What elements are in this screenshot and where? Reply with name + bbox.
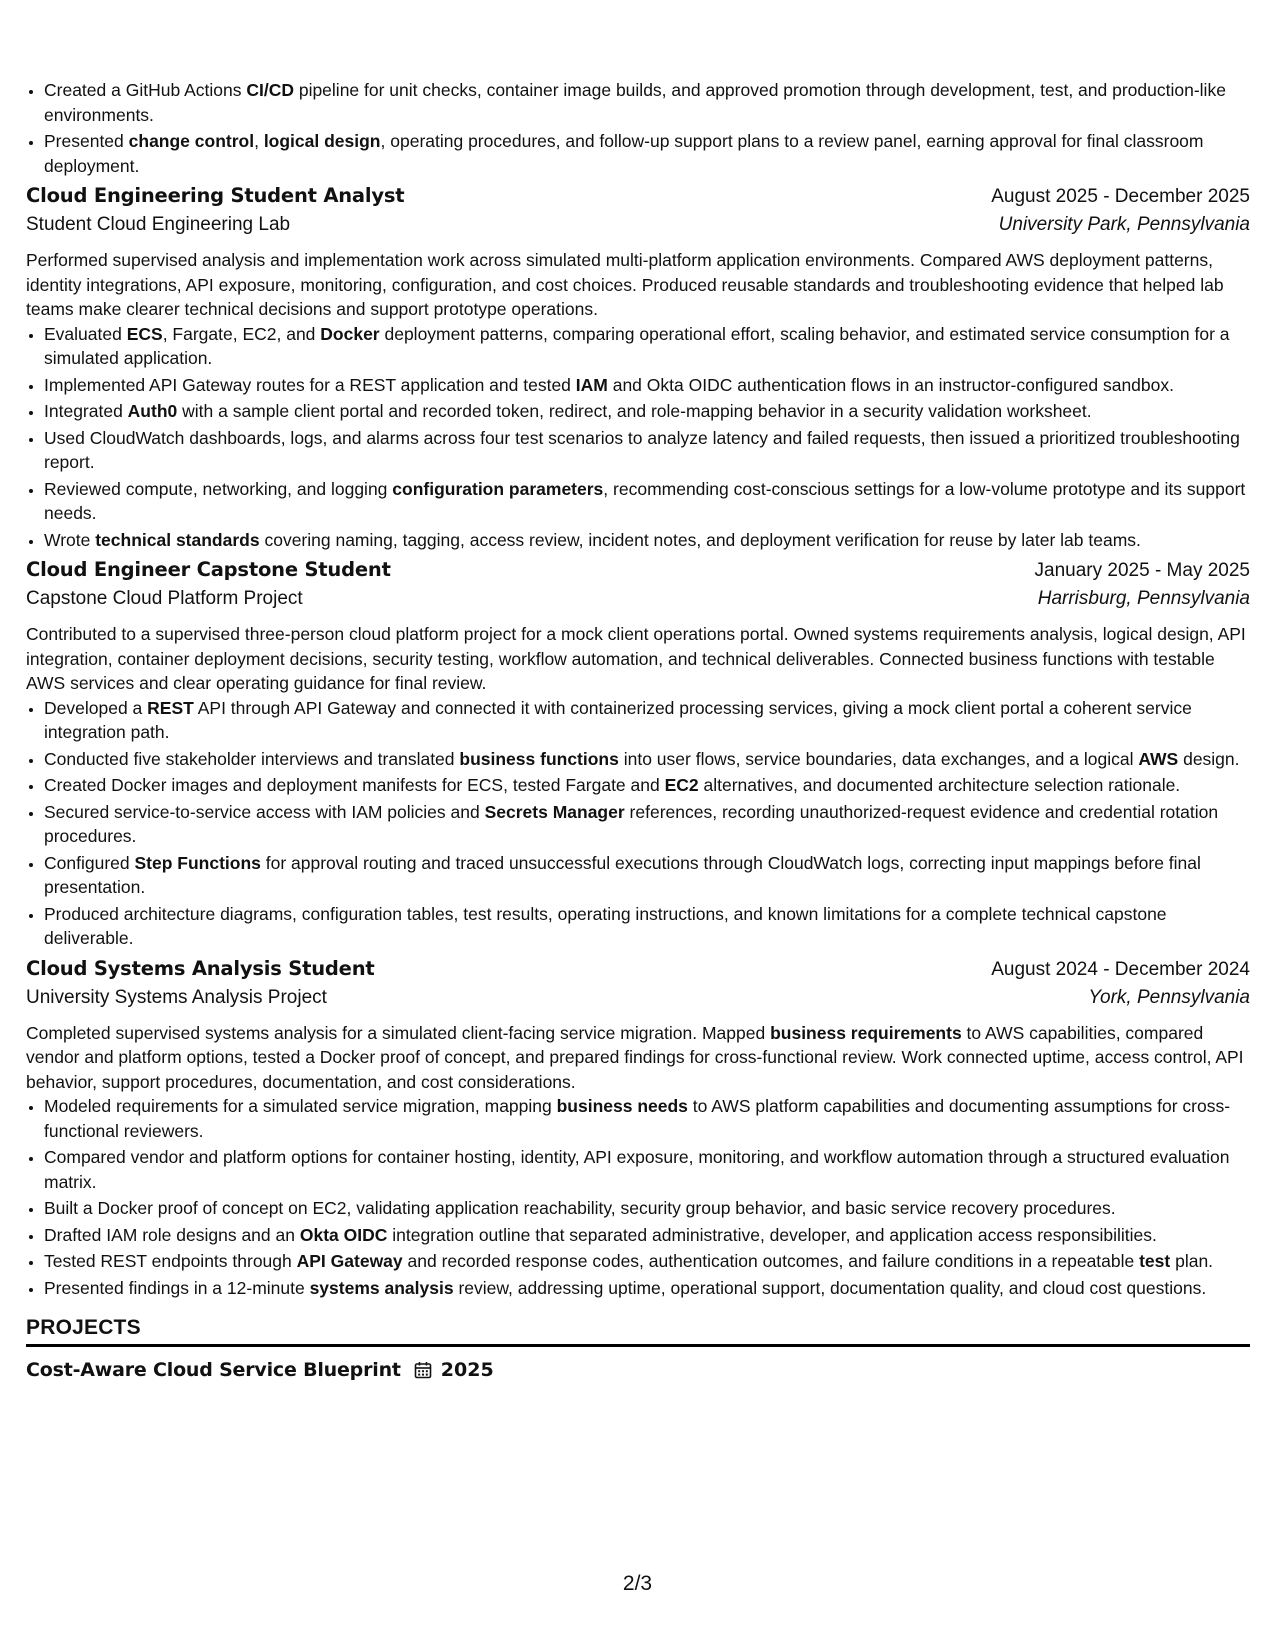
text-segment: Reviewed compute, networking, and logging bbox=[44, 478, 393, 499]
bullet-item bbox=[44, 851, 1250, 900]
text-segment: into user flows, service boundaries, data exchanges, and a logical bbox=[618, 748, 1139, 769]
experience-header bbox=[26, 558, 1250, 588]
text-segment: Evaluated bbox=[44, 323, 127, 344]
experience-entry bbox=[26, 184, 1250, 552]
experience-subheader bbox=[26, 987, 1250, 1017]
organization: University Systems Analysis Project bbox=[26, 986, 327, 1008]
experience-entry bbox=[26, 957, 1250, 1301]
bullet-item bbox=[44, 426, 1250, 475]
text-segment: Used CloudWatch dashboards, logs, and alarms across four test scenarios to analyze latency and failed requests, then issued a prioritized troubleshooting report. bbox=[44, 427, 1240, 472]
text-segment: to AWS platform capabilities and documenting assumptions for cross-functional reviewers. bbox=[44, 1096, 1231, 1141]
text-segment: , operating procedures, and follow-up support plans to a review panel, earning approval for final classroom deployment. bbox=[44, 131, 1204, 176]
bullet-item bbox=[44, 477, 1250, 526]
text-segment: Wrote bbox=[44, 529, 96, 550]
bold-term: business needs bbox=[556, 1096, 688, 1116]
text-segment: Developed a bbox=[44, 697, 148, 718]
text-segment: review, addressing uptime, operational support, documentation quality, and cloud cost questions. bbox=[453, 1277, 1207, 1298]
bullet-item bbox=[44, 1094, 1250, 1143]
text-segment: Presented findings in a 12-minute bbox=[44, 1277, 310, 1298]
bullet-item bbox=[44, 373, 1250, 398]
bold-term: REST bbox=[147, 697, 194, 718]
bullet-item bbox=[44, 1223, 1250, 1248]
text-segment: , bbox=[254, 131, 264, 151]
bullet-item bbox=[44, 1196, 1250, 1221]
text-segment: Configured bbox=[44, 852, 135, 873]
text-segment: , Fargate, EC2, and bbox=[162, 323, 321, 344]
text-segment: Created a GitHub Actions bbox=[44, 80, 247, 100]
text-segment: , recommending cost-conscious settings for a low-volume prototype and its support needs. bbox=[44, 478, 1246, 523]
job-dates: August 2025 - December 2025 bbox=[991, 186, 1250, 207]
projects-section-heading: PROJECTS bbox=[26, 1316, 1250, 1347]
bullet-item bbox=[44, 902, 1250, 951]
location: University Park, Pennsylvania bbox=[998, 214, 1250, 235]
organization: Student Cloud Engineering Lab bbox=[26, 214, 291, 235]
bold-term: IAM bbox=[575, 374, 608, 395]
experience-bullet-list bbox=[26, 1094, 1250, 1300]
text-segment: Secured service-to-service access with IAM policies and bbox=[44, 801, 485, 822]
bold-term: EC2 bbox=[664, 775, 699, 795]
bold-term: configuration parameters bbox=[392, 478, 604, 499]
bold-term: technical standards bbox=[95, 529, 260, 550]
bold-term: Okta OIDC bbox=[299, 1224, 388, 1245]
bold-term: Secrets Manager bbox=[484, 801, 625, 822]
intro-bullet-list bbox=[26, 78, 1250, 178]
job-dates: January 2025 - May 2025 bbox=[1034, 560, 1250, 581]
text-segment: alternatives, and documented architecture selection rationale. bbox=[698, 775, 1181, 795]
job-title: Cloud Systems Analysis Student bbox=[26, 956, 375, 980]
resume-page bbox=[26, 78, 1250, 1385]
bullet-item bbox=[44, 322, 1250, 371]
location: Harrisburg, Pennsylvania bbox=[1037, 588, 1250, 609]
organization: Capstone Cloud Platform Project bbox=[26, 588, 303, 609]
text-segment: Presented bbox=[44, 131, 129, 151]
text-segment: pipeline for unit checks, container image builds, and approved promotion through development, test, and production-like environments. bbox=[44, 80, 1226, 125]
experience-entry bbox=[26, 558, 1250, 951]
text-segment: Conducted five stakeholder interviews and translated bbox=[44, 748, 460, 769]
bullet-item bbox=[44, 399, 1250, 424]
text-segment: covering naming, tagging, access review, incident notes, and deployment verification for reuse by later lab teams. bbox=[259, 529, 1141, 550]
text-segment: Performed supervised analysis and implementation work across simulated multi-platform application environments. Compared AWS deployment patterns, identity integrations, API exposure, monitoring, configuration, and cost choices. Produced reusable standards and troubleshooting evidence that helped lab teams make clearer technical decisions and support prototype operations. bbox=[26, 250, 1224, 319]
bullet-item bbox=[44, 1145, 1250, 1194]
project-title: Cost-Aware Cloud Service Blueprint bbox=[26, 1359, 401, 1381]
experience-bullet-list bbox=[26, 696, 1250, 951]
text-segment: Implemented API Gateway routes for a REST application and tested bbox=[44, 374, 576, 395]
bold-term: change control bbox=[128, 131, 255, 151]
text-segment: Compared vendor and platform options for container hosting, identity, API exposure, monitoring, and workflow automation through a structured evaluation matrix. bbox=[44, 1147, 1230, 1192]
experience-list bbox=[26, 184, 1250, 1300]
bullet-item bbox=[44, 747, 1250, 772]
bullet-item bbox=[44, 696, 1250, 745]
text-segment: references, recording unauthorized-request evidence and credential rotation procedures. bbox=[44, 801, 1219, 846]
project-year: 2025 bbox=[440, 1359, 494, 1381]
experience-bullet-list bbox=[26, 322, 1250, 553]
bold-term: AWS bbox=[1138, 748, 1179, 769]
text-segment: Modeled requirements for a simulated service migration, mapping bbox=[44, 1096, 557, 1116]
bold-term: business requirements bbox=[770, 1022, 962, 1043]
bullet-item bbox=[44, 528, 1250, 553]
bullet-item bbox=[44, 78, 1250, 127]
text-segment: API through API Gateway and connected it with containerized processing services, giving a mock client portal a coherent service integration path. bbox=[44, 697, 1192, 742]
bullet-item bbox=[44, 129, 1250, 178]
experience-subheader bbox=[26, 588, 1250, 618]
bold-term: logical design bbox=[263, 131, 381, 151]
text-segment: and Okta OIDC authentication flows in an instructor-configured sandbox. bbox=[607, 374, 1174, 395]
experience-summary bbox=[26, 622, 1250, 696]
text-segment: with a sample client portal and recorded token, redirect, and role-mapping behavior in a security validation worksheet. bbox=[177, 401, 1092, 421]
experience-summary bbox=[26, 1021, 1250, 1095]
bullet-item bbox=[44, 773, 1250, 798]
bullet-item bbox=[44, 1276, 1250, 1301]
bold-term: ECS bbox=[126, 323, 163, 344]
experience-header bbox=[26, 957, 1250, 987]
text-segment: Built a Docker proof of concept on EC2, validating application reachability, security group behavior, and basic service recovery procedures. bbox=[44, 1198, 1116, 1218]
bold-term: test bbox=[1139, 1251, 1171, 1271]
text-segment: plan. bbox=[1170, 1251, 1214, 1271]
text-segment: Tested REST endpoints through bbox=[44, 1251, 297, 1271]
bold-term: business functions bbox=[459, 748, 619, 769]
project-header bbox=[26, 1355, 1250, 1385]
text-segment: to AWS capabilities, compared vendor and platform options, tested a Docker proof of concept, and prepared findings for cross-functional review. Work connected uptime, access control, API behavior, support procedures, documentation, and cost considerations. bbox=[26, 1022, 1244, 1092]
calendar-icon bbox=[414, 1361, 432, 1379]
bullet-item bbox=[44, 800, 1250, 849]
page-number: 2/3 bbox=[622, 1572, 653, 1595]
bold-term: CI/CD bbox=[246, 80, 294, 100]
job-title: Cloud Engineer Capstone Student bbox=[26, 558, 391, 581]
bullet-item bbox=[44, 1249, 1250, 1274]
text-segment: Produced architecture diagrams, configuration tables, test results, operating instructions, and known limitations for a complete technical capstone deliverable. bbox=[44, 903, 1167, 948]
job-dates: August 2024 - December 2024 bbox=[991, 958, 1250, 980]
location: York, Pennsylvania bbox=[1088, 986, 1250, 1008]
text-segment: and recorded response codes, authentication outcomes, and failure conditions in a repeatable bbox=[402, 1251, 1140, 1271]
text-segment: Drafted IAM role designs and an bbox=[44, 1224, 300, 1245]
bold-term: systems analysis bbox=[309, 1277, 454, 1298]
job-title: Cloud Engineering Student Analyst bbox=[26, 184, 405, 207]
text-segment: deployment patterns, comparing operational effort, scaling behavior, and estimated service consumption for a simulated application. bbox=[44, 323, 1230, 368]
text-segment: design. bbox=[1178, 748, 1240, 769]
text-segment: Completed supervised systems analysis for a simulated client-facing service migration. Mapped bbox=[26, 1022, 771, 1043]
text-segment: integration outline that separated administrative, developer, and application access responsibilities. bbox=[387, 1224, 1157, 1245]
bold-term: Step Functions bbox=[134, 852, 261, 873]
bold-term: Auth0 bbox=[127, 401, 178, 421]
text-segment: Integrated bbox=[44, 401, 128, 421]
experience-summary bbox=[26, 248, 1250, 322]
text-segment: Contributed to a supervised three-person cloud platform project for a mock client operations portal. Owned systems requirements analysis, logical design, API integration, container deployment decisions, security testing, workflow automation, and technical deliverables. Connected business functions with testable AWS services and clear operating guidance for final review. bbox=[26, 624, 1246, 693]
text-segment: for approval routing and traced unsuccessful executions through CloudWatch logs, correcting input mappings before final presentation. bbox=[44, 852, 1201, 897]
bold-term: Docker bbox=[320, 323, 380, 344]
bold-term: API Gateway bbox=[296, 1251, 403, 1271]
experience-header bbox=[26, 184, 1250, 214]
text-segment: Created Docker images and deployment manifests for ECS, tested Fargate and bbox=[44, 775, 665, 795]
experience-subheader bbox=[26, 214, 1250, 244]
